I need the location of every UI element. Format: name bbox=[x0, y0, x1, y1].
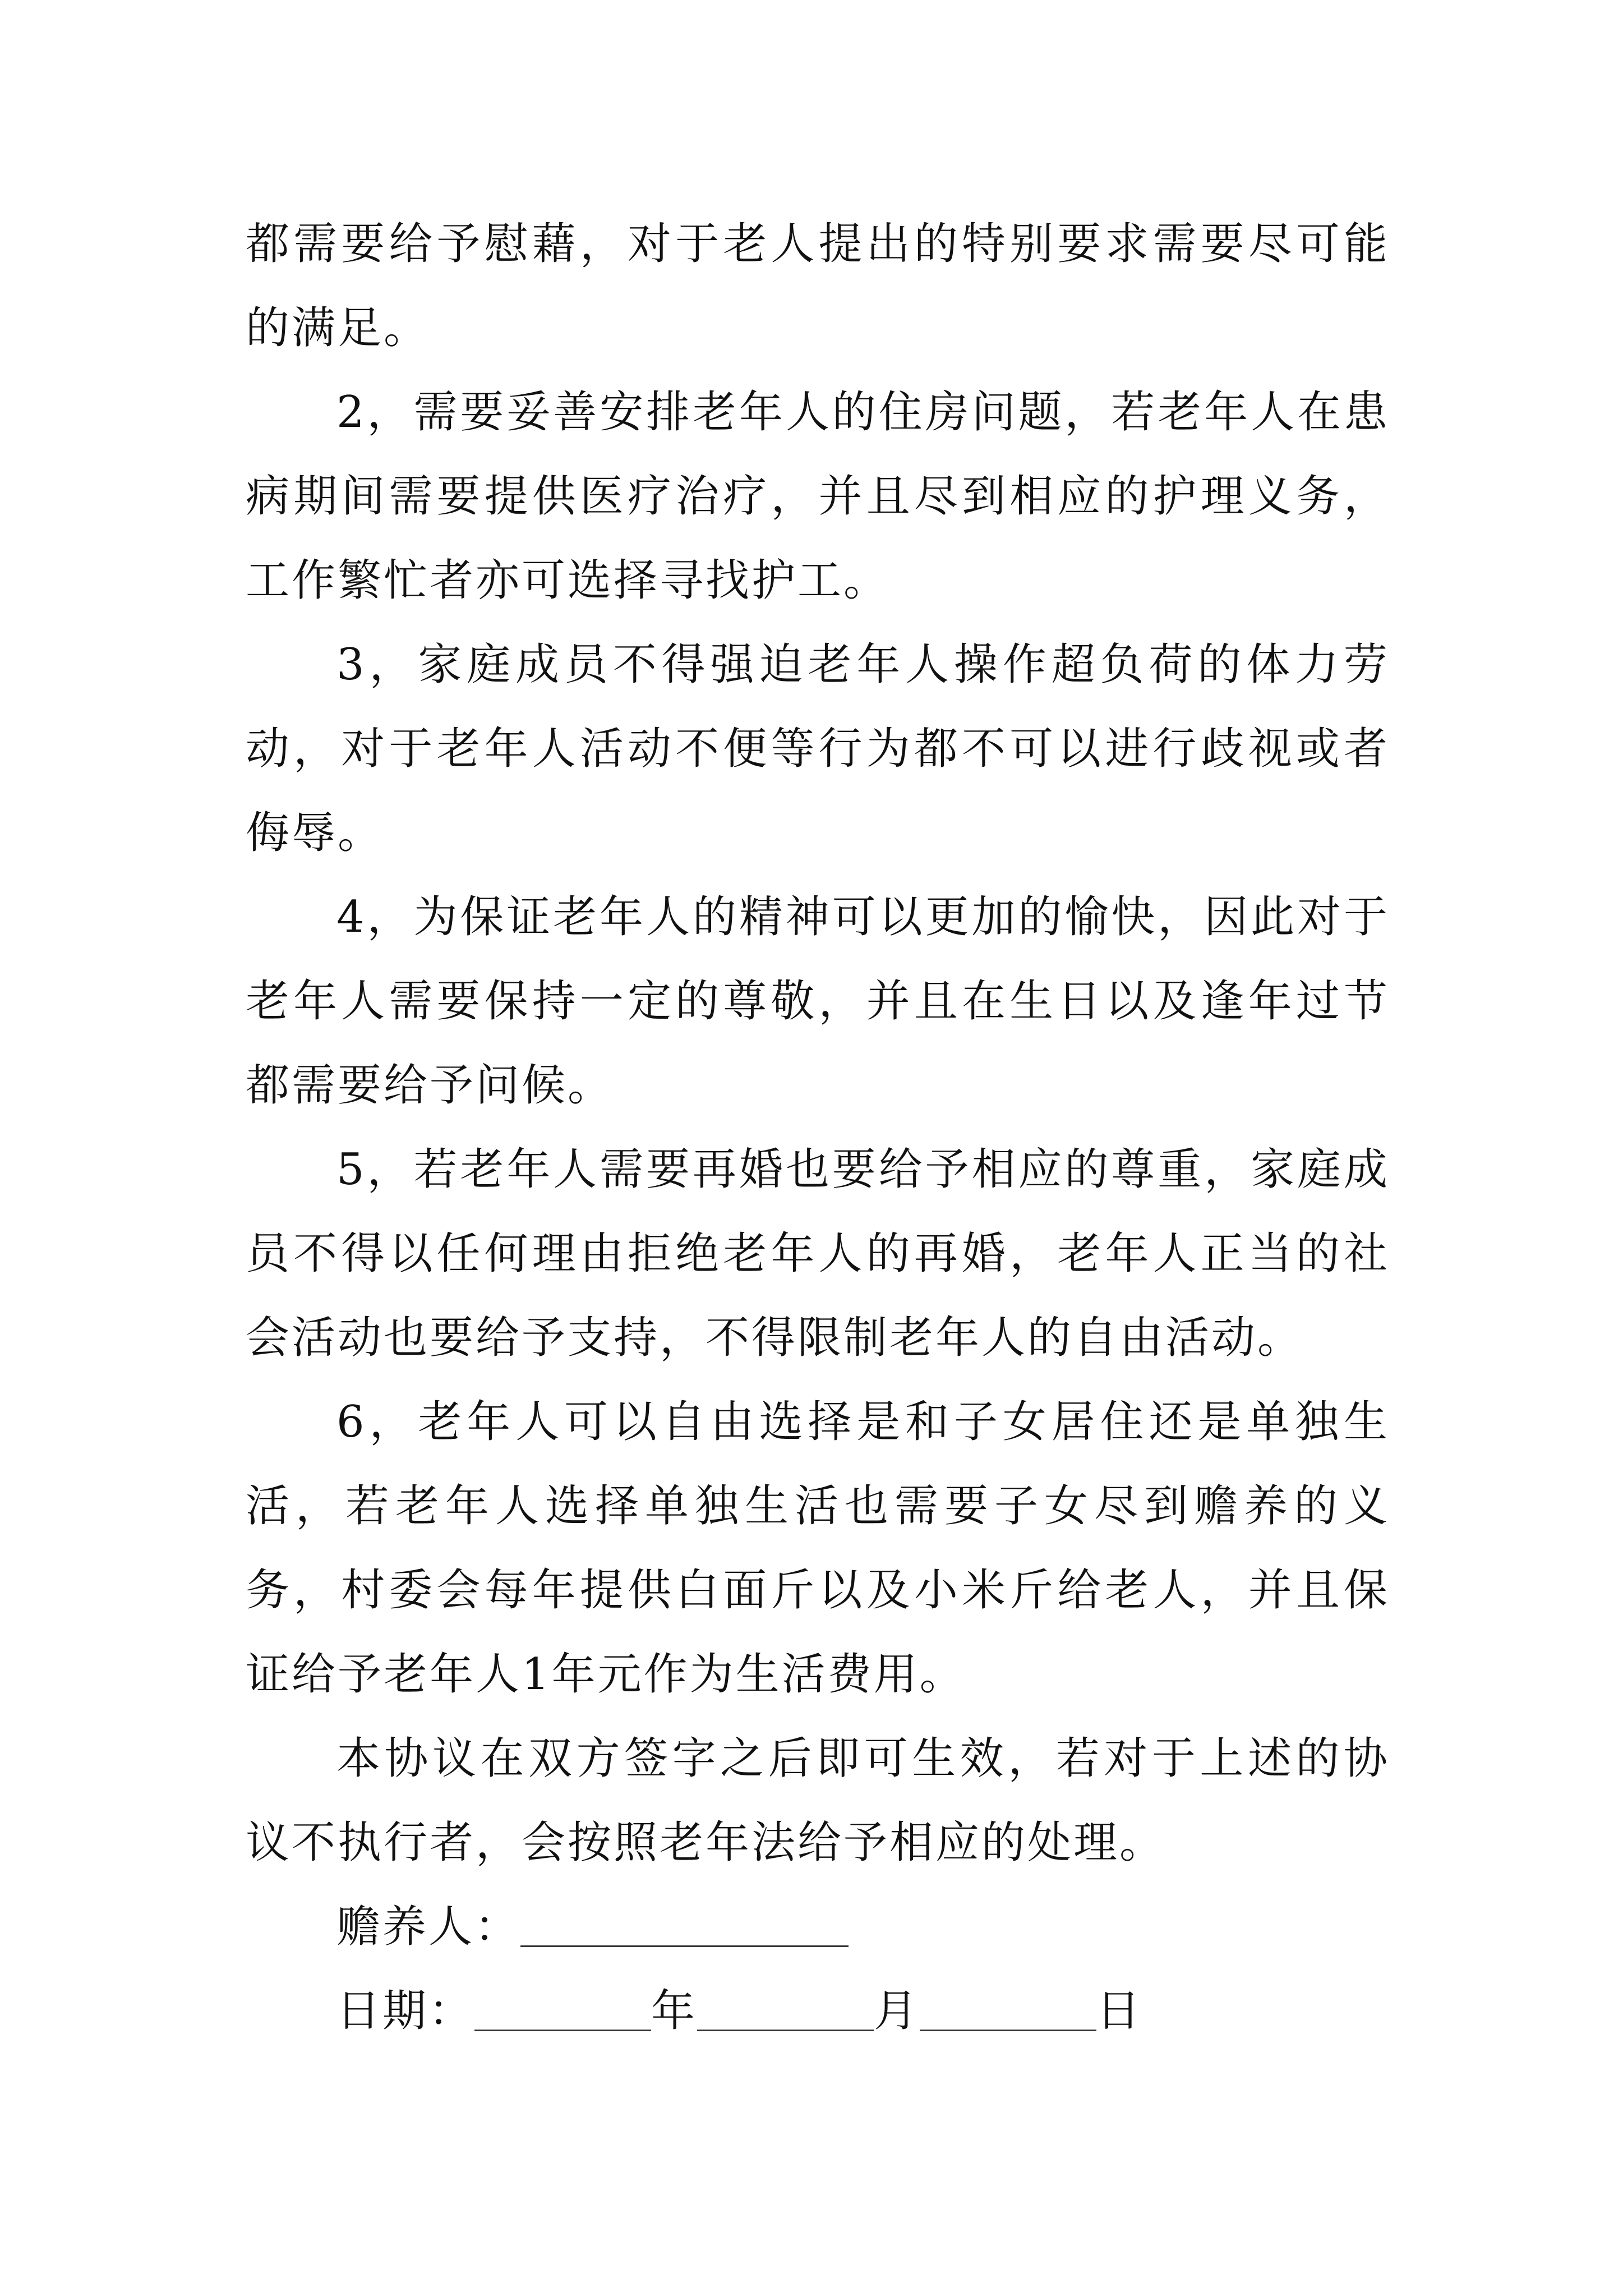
date-day-blank[interactable] bbox=[920, 1986, 1096, 2031]
paragraph-item-6: 6，老年人可以自由选择是和子女居住还是单独生活，若老年人选择单独生活也需要子女尽到赡养的义务，村委会每年提供白面斤以及小米斤给老人，并且保证给予老年人1年元作为生活费用。 bbox=[246, 1397, 1390, 1700]
paragraph-effectiveness: 本协议在双方签字之后即可生效，若对于上述的协议不执行者，会按照老年法给予相应的处理。 bbox=[246, 1733, 1390, 1868]
document-body bbox=[246, 202, 1390, 2053]
date-day-label: 日 bbox=[1096, 1986, 1143, 2036]
date-month-blank[interactable] bbox=[697, 1986, 874, 2031]
supporter-label: 赡养人： bbox=[336, 1902, 521, 1952]
date-year-blank[interactable] bbox=[474, 1986, 651, 2031]
supporter-signature-blank[interactable] bbox=[520, 1902, 849, 1947]
date-month-label: 月 bbox=[874, 1986, 920, 2036]
supporter-signature-line bbox=[246, 1885, 1390, 1969]
paragraph-item-4: 4，为保证老年人的精神可以更加的愉快，因此对于老年人需要保持一定的尊敬，并且在生日以及逢年过节都需要给予问候。 bbox=[246, 892, 1390, 1111]
paragraph-item-2: 2，需要妥善安排老年人的住房问题，若老年人在患病期间需要提供医疗治疗，并且尽到相应的护理义务，工作繁忙者亦可选择寻找护工。 bbox=[246, 387, 1390, 606]
date-year-label: 年 bbox=[651, 1986, 698, 2036]
date-label: 日期： bbox=[336, 1986, 475, 2036]
paragraph-item-5: 5，若老年人需要再婚也要给予相应的尊重，家庭成员不得以任何理由拒绝老年人的再婚，老年人正当的社会活动也要给予支持，不得限制老年人的自由活动。 bbox=[246, 1144, 1390, 1363]
date-line bbox=[246, 1969, 1390, 2053]
paragraph-continuation: 都需要给予慰藉，对于老人提出的特别要求需要尽可能的满足。 bbox=[246, 219, 1390, 353]
paragraph-item-3: 3，家庭成员不得强迫老年人操作超负荷的体力劳动，对于老年人活动不便等行为都不可以进行歧视或者侮辱。 bbox=[246, 639, 1390, 858]
